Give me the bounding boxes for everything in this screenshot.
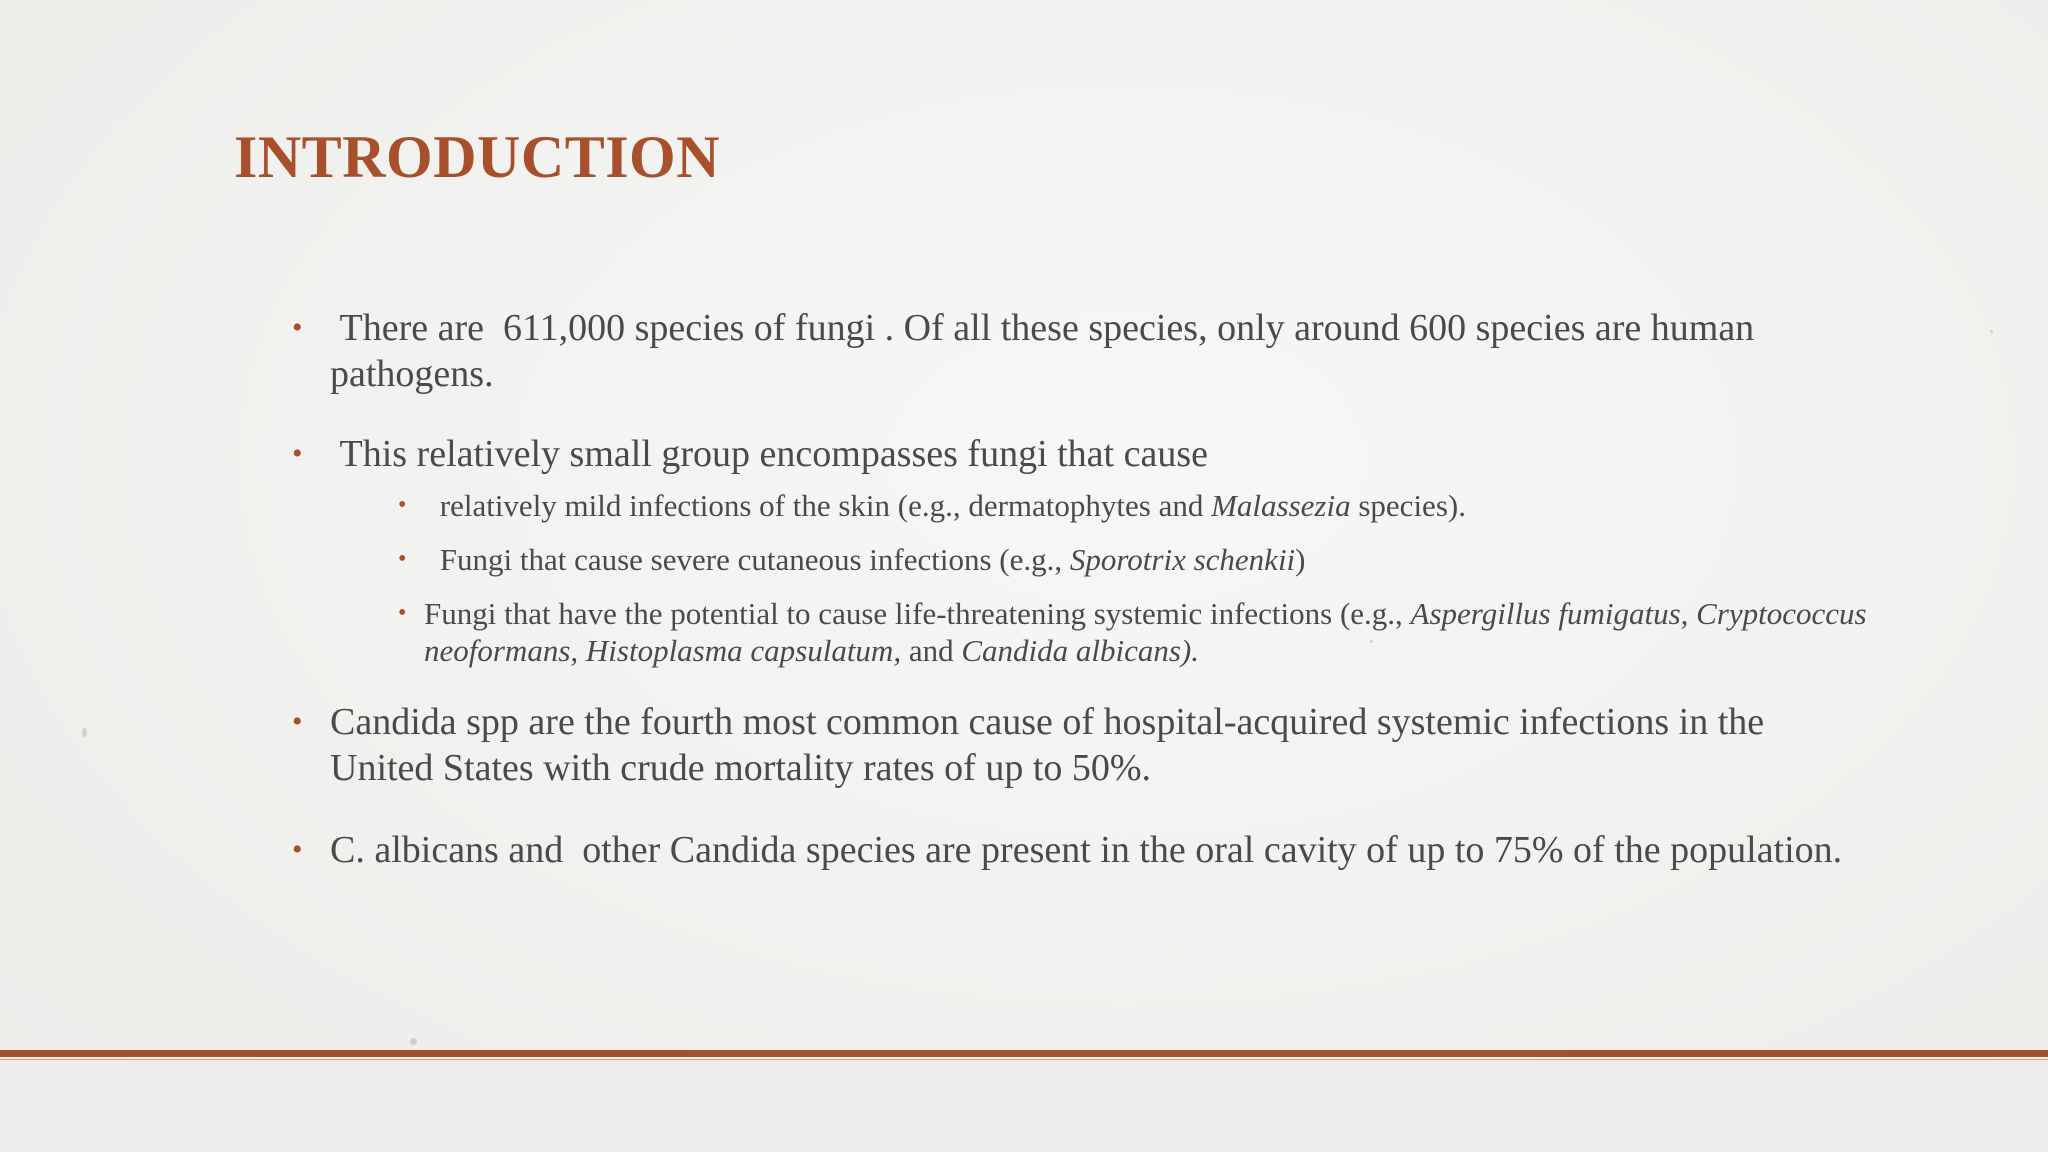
bullet-item bbox=[290, 827, 1870, 873]
paper-speck bbox=[82, 728, 87, 737]
sub-bullet-text: Fungi that cause severe cutaneous infections (e.g., bbox=[432, 542, 1070, 577]
bullet-item bbox=[290, 431, 1870, 477]
bullet-dot: • bbox=[292, 311, 303, 344]
species-name: Sporotrix schenkii bbox=[1069, 542, 1296, 577]
sub-bullet-dot: • bbox=[398, 600, 407, 626]
bullet-text: This relatively small group encompasses fungi that cause bbox=[330, 433, 1208, 475]
species-name: Aspergillus fumigatus, Cryptococcus neoformans, Histoplasma capsulatum, bbox=[424, 596, 1867, 668]
sub-bullet-text: and bbox=[901, 633, 962, 668]
paper-speck bbox=[410, 1038, 417, 1045]
bullet-text: There are 611,000 species of fungi . Of all these species, only around 600 species are human pathogens. bbox=[330, 307, 1755, 395]
paper-speck bbox=[1990, 330, 1993, 333]
sub-bullet-dot: • bbox=[398, 492, 407, 518]
footer-band bbox=[0, 1060, 2048, 1152]
bullet-text: C. albicans and other Candida species are present in the oral cavity of up to 75% of the population. bbox=[330, 829, 1843, 871]
bullet-dot: • bbox=[292, 705, 303, 738]
species-name: Malassezia bbox=[1211, 488, 1351, 523]
bullet-dot: • bbox=[292, 833, 303, 866]
sub-bullet-text: relatively mild infections of the skin (e.g., dermatophytes and bbox=[432, 488, 1212, 523]
sub-bullet-text: Fungi that have the potential to cause life-threatening systemic infections (e.g., bbox=[424, 596, 1411, 631]
bullet-list bbox=[290, 305, 1870, 873]
sub-bullet-text: ) bbox=[1295, 542, 1306, 577]
footer-accent-bar bbox=[0, 1050, 2048, 1057]
bullet-item bbox=[290, 305, 1870, 397]
bullet-dot: • bbox=[292, 437, 303, 470]
sub-bullet-item bbox=[290, 541, 1870, 578]
sub-bullet-item bbox=[290, 487, 1870, 524]
slide-title: INTRODUCTION bbox=[234, 124, 721, 190]
species-name: Candida albicans). bbox=[961, 633, 1200, 668]
sub-bullet-dot: • bbox=[398, 546, 407, 572]
bullet-text: Candida spp are the fourth most common cause of hospital-acquired systemic infections in the United States with crude mortality rates of up to 50%. bbox=[330, 701, 1765, 789]
bullet-item bbox=[290, 699, 1870, 791]
sub-bullet-text: species). bbox=[1350, 488, 1466, 523]
sub-bullet-item bbox=[290, 595, 1870, 669]
